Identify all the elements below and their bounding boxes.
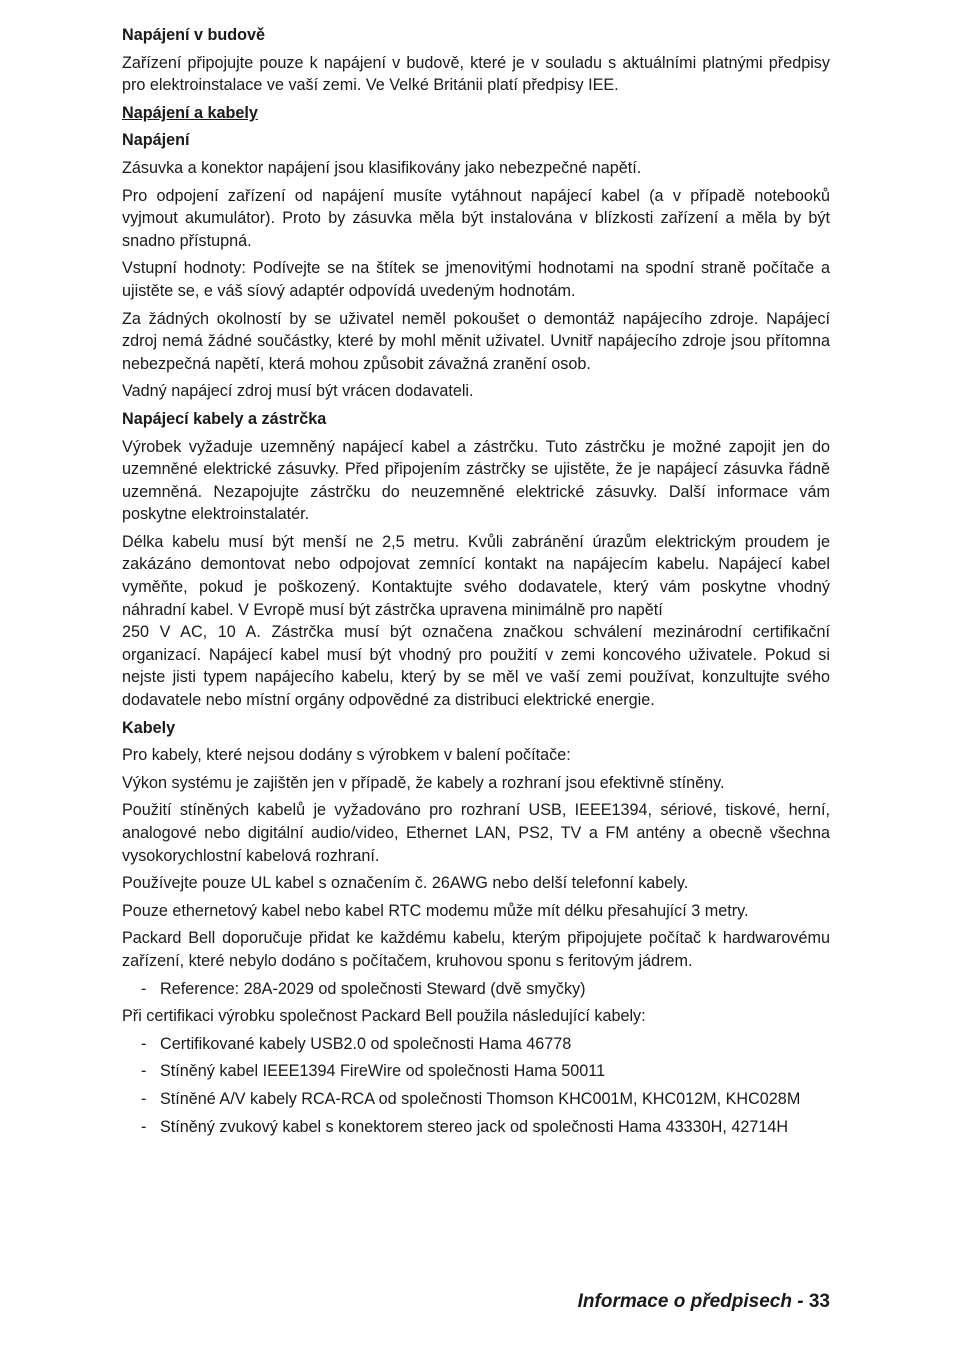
building-power-text: Zařízení připojujte pouze k napájení v budově, které je v souladu s aktuálními platnými předpisy pro elektroinstalace ve vaší zemi. Ve Velké Británii platí předpisy IEE. bbox=[122, 53, 830, 95]
cables-heading: Kabely bbox=[122, 718, 176, 737]
page-footer bbox=[480, 1291, 830, 1313]
list-item bbox=[122, 1116, 830, 1139]
cables-paragraph: Pouze ethernetový kabel nebo kabel RTC modemu může mít délku přesahující 3 metry. bbox=[122, 901, 749, 920]
cords-plugs-paragraph bbox=[122, 531, 830, 712]
cables-paragraph: Použití stíněných kabelů je vyžadováno pro rozhraní USB, IEEE1394, sériové, tiskové, herní, analogové nebo digitální audio/video, Ethernet LAN, PS2, TV a FM antény a obecně všechna vysokorychlostní kabelová rozhraní. bbox=[122, 801, 830, 865]
list-item-text: Stíněný zvukový kabel s konektorem stereo jack od společnosti Hama 43330H, 42714H bbox=[160, 1117, 789, 1136]
power-heading: Napájení bbox=[122, 131, 190, 150]
list-item bbox=[122, 1088, 830, 1111]
power-paragraph: Vstupní hodnoty: Podívejte se na štítek se jmenovitými hodnotami na spodní straně počítače a ujistěte se, e váš síový adaptér odpovídá uvedeným hodnotám. bbox=[122, 259, 830, 300]
list-dash: - bbox=[141, 1062, 147, 1081]
footer-title: Informace o předpisech - bbox=[577, 1291, 804, 1312]
cables-paragraph: Pro kabely, které nejsou dodány s výrobkem v balení počítače: bbox=[122, 746, 571, 765]
cables-paragraph: Packard Bell doporučuje přidat ke každému kabelu, kterým připojujete počítač k hardwarovému zařízení, které nebylo dodáno s počítačem, kruhovou sponu s feritovým jádrem. bbox=[122, 929, 830, 970]
cords-plugs-text-part-b: 250 V AC, 10 A. Zástrčka musí být označena značkou schválení mezinárodní certifikační organizací. Napájecí kabel musí být vhodný pro použití v zemi koncového uživatele. Pokud si nejste jisti typem napájecího kabelu, který by se měl ve vaší zemi používat, konzultujte svého dodavatele nebo místní orgány odpovědné za distribuci elektrické energie. bbox=[122, 623, 830, 710]
cords-plugs-text-part-a: Délka kabelu musí být menší ne 2,5 metru. Kvůli zabránění úrazům elektrickým proudem je zakázáno demontovat nebo odpojovat zemnící kontakt na napájecím kabelu. Napájecí kabel vyměňte, pokud je poškozený. Kontaktujte svého dodavatele, který vám poskytne vhodný náhradní kabel. V Evropě musí být zástrčka upravena minimálně pro napětí bbox=[122, 532, 830, 619]
building-power-heading: Napájení v budově bbox=[122, 26, 266, 44]
power-cables-heading: Napájení a kabely bbox=[122, 103, 258, 122]
list-item-text: Reference: 28A-2029 od společnosti Steward (dvě smyčky) bbox=[160, 979, 586, 998]
cables-paragraph: Výkon systému je zajištěn jen v případě, že kabely a rozhraní jsou efektivně stíněny. bbox=[122, 773, 725, 792]
power-paragraph: Vadný napájecí zdroj musí být vrácen dodavateli. bbox=[122, 382, 474, 401]
list-dash: - bbox=[141, 1089, 147, 1108]
cords-plugs-paragraph: Výrobek vyžaduje uzemněný napájecí kabel a zástrčku. Tuto zástrčku je možné zapojit jen do uzemněné elektrické zásuvky. Před připojením zástrčky se ujistěte, že je napájecí zásuvka řádně uzemněná. Nezapojujte zástrčku do neuzemněné elektrické zásuvky. Další informace vám poskytne elektroinstalatér. bbox=[122, 437, 830, 524]
list-item bbox=[122, 1033, 830, 1056]
list-item-text: Stíněný kabel IEEE1394 FireWire od společnosti Hama 50011 bbox=[160, 1062, 606, 1081]
power-paragraph: Zásuvka a konektor napájení jsou klasifikovány jako nebezpečné napětí. bbox=[122, 158, 642, 177]
cables-paragraph: Používejte pouze UL kabel s označením č. 26AWG nebo delší telefonní kabely. bbox=[122, 874, 689, 893]
page-content bbox=[122, 24, 830, 1143]
power-paragraph: Pro odpojení zařízení od napájení musíte vytáhnout napájecí kabel (a v případě notebooků vyjmout akumulátor). Proto by zásuvka měla být instalována v blízkosti zařízení a měla by být snadno přístupná. bbox=[122, 186, 830, 250]
cords-plugs-heading: Napájecí kabely a zástrčka bbox=[122, 409, 327, 428]
cert-intro: Při certifikaci výrobku společnost Packard Bell použila následující kabely: bbox=[122, 1007, 646, 1026]
list-dash: - bbox=[141, 1034, 147, 1053]
list-item bbox=[122, 978, 830, 1001]
list-item bbox=[122, 1060, 830, 1083]
list-dash: - bbox=[141, 1117, 147, 1136]
power-paragraph: Za žádných okolností by se uživatel neměl pokoušet o demontáž napájecího zdroje. Napájecí zdroj nemá žádné součástky, které by mohl měnit uživatel. Uvnitř napájecího zdroje jsou přítomna nebezpečná napětí, která mohou způsobit závažná zranění osob. bbox=[122, 309, 830, 373]
list-item-text: Stíněné A/V kabely RCA-RCA od společnosti Thomson KHC001M, KHC012M, KHC028M bbox=[160, 1089, 801, 1108]
page-number: 33 bbox=[808, 1291, 830, 1312]
list-item-text: Certifikované kabely USB2.0 od společnosti Hama 46778 bbox=[160, 1034, 572, 1053]
list-dash: - bbox=[141, 979, 147, 998]
